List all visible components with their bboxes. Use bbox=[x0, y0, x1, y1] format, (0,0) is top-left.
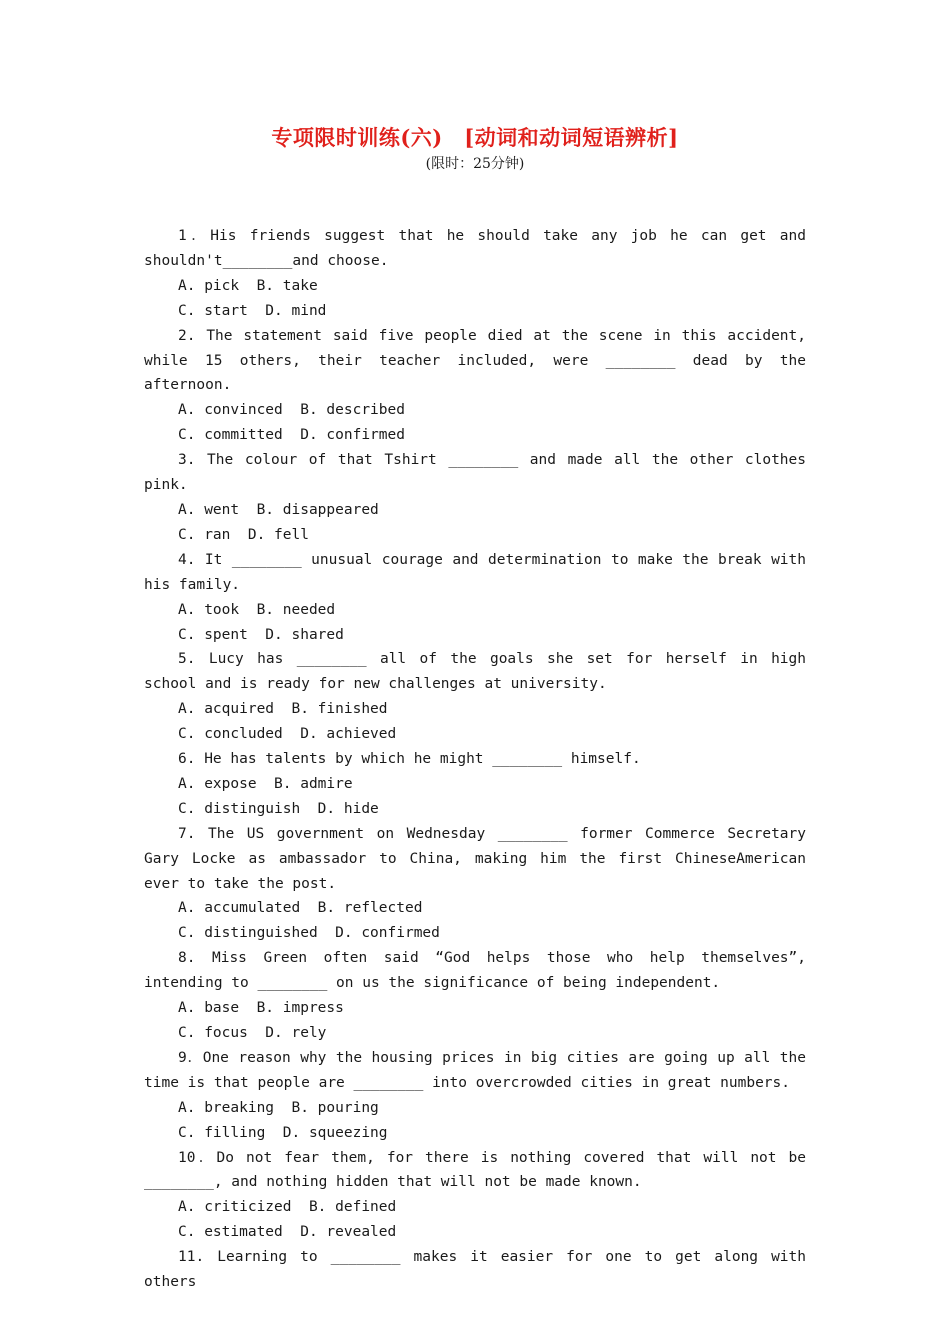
question-options: C. concluded D. achieved bbox=[178, 726, 397, 743]
question-8 bbox=[144, 946, 806, 1046]
question-list bbox=[144, 224, 806, 1295]
question-options: A. pick B. take bbox=[178, 277, 318, 294]
question-options: C. distinguished D. confirmed bbox=[178, 925, 440, 942]
question-options: C. spent D. shared bbox=[178, 626, 344, 643]
question-options: A. accumulated B. reflected bbox=[178, 900, 423, 917]
question-options: C. ran D. fell bbox=[178, 526, 309, 543]
question-options: C. committed D. confirmed bbox=[178, 427, 405, 444]
question-4 bbox=[144, 548, 806, 648]
question-stem: 9．One reason why the housing prices in big cities are going up all the time is that people are ________ into overcrowded cities in great numbers. bbox=[144, 1049, 806, 1091]
question-11 bbox=[144, 1245, 806, 1295]
question-stem: 4. It ________ unusual courage and determination to make the break with his family. bbox=[144, 551, 806, 593]
question-options: C. start D. mind bbox=[178, 302, 327, 319]
question-options: A. base B. impress bbox=[178, 1000, 344, 1017]
question-options: A. expose B. admire bbox=[178, 775, 353, 792]
question-options: C. focus D. rely bbox=[178, 1025, 327, 1041]
time-limit: (限时：25分钟) bbox=[425, 156, 525, 172]
question-6 bbox=[144, 747, 806, 822]
question-5 bbox=[144, 647, 806, 747]
question-stem: 6. He has talents by which he might ________ himself. bbox=[178, 751, 641, 768]
question-options: A. took B. needed bbox=[178, 601, 336, 618]
question-stem: 5. Lucy has ________ all of the goals she set for herself in high school and is ready for new challenges at university. bbox=[144, 651, 806, 693]
question-9 bbox=[144, 1046, 806, 1146]
question-stem: 8. Miss Green often said “God helps those who help themselves”, intending to ________ on us the significance of being independent. bbox=[144, 950, 806, 992]
question-options: A. went B. disappeared bbox=[178, 501, 379, 518]
question-stem: 7. The US government on Wednesday ________ former Commerce Secretary Gary Locke as ambassador to China, making him the first ChineseAmerican ever to take the post. bbox=[144, 825, 806, 892]
question-options: A. breaking B. pouring bbox=[178, 1099, 379, 1116]
question-stem: 11. Learning to ________ makes it easier for one to get along with others bbox=[144, 1249, 806, 1291]
question-options: C. filling D. squeezing bbox=[178, 1124, 388, 1141]
question-stem: 10．Do not fear them, for there is nothing covered that will not be ________, and nothing hidden that will not be made known. bbox=[144, 1149, 806, 1191]
question-options: A. convinced B. described bbox=[178, 402, 405, 419]
page-title: 专项限时训练(六) [动词和动词短语辨析] bbox=[271, 125, 679, 150]
question-options: C. estimated D. revealed bbox=[178, 1224, 397, 1241]
question-stem: 1．His friends suggest that he should take any job he can get and shouldn't________and choose. bbox=[144, 228, 806, 269]
question-2 bbox=[144, 324, 806, 449]
question-options: C. distinguish D. hide bbox=[178, 800, 379, 817]
question-3 bbox=[144, 448, 806, 548]
question-1 bbox=[144, 224, 806, 324]
question-options: A. criticized B. defined bbox=[178, 1199, 397, 1216]
question-stem: 2. The statement said five people died at the scene in this accident, while 15 others, their teacher included, were ________ dead by the afternoon. bbox=[144, 327, 806, 394]
question-7 bbox=[144, 822, 806, 947]
question-10 bbox=[144, 1146, 806, 1246]
question-stem: 3. The colour of that Tshirt ________ and made all the other clothes pink. bbox=[144, 452, 806, 494]
question-options: A. acquired B. finished bbox=[178, 701, 388, 718]
